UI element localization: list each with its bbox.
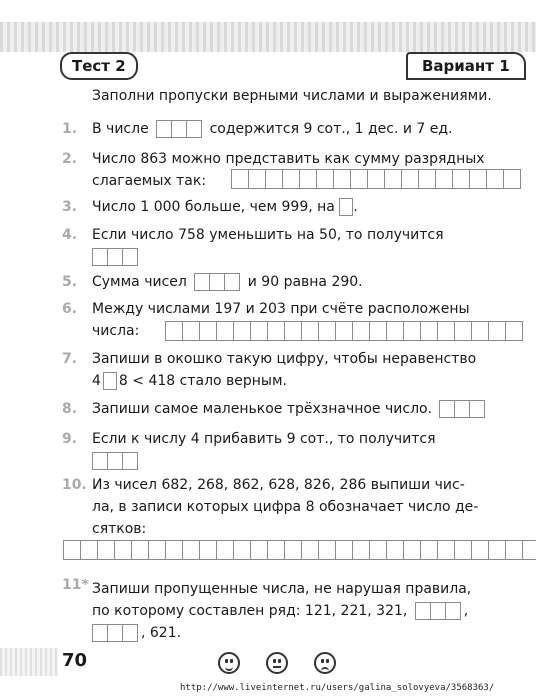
answer-box[interactable]: [156, 120, 202, 138]
smiley-neutral-icon[interactable]: [266, 652, 288, 674]
task-text: Если к числу 4 прибавить 9 сот., то получится: [92, 431, 436, 447]
task-number: 6.: [62, 301, 78, 317]
instruction: Заполни пропуски верными числами и выражениями.: [92, 88, 492, 104]
task-text: .: [353, 199, 358, 215]
task-3: [92, 196, 520, 218]
task-number: 3.: [62, 199, 78, 215]
task-text: Между числами 197 и 203 при счёте расположены: [92, 301, 470, 317]
task-text: 8 < 418 стало верным.: [118, 373, 287, 389]
self-assessment: [218, 652, 336, 674]
answer-box[interactable]: [194, 273, 240, 291]
task-text: содержится 9 сот., 1 дес. и 7 ед.: [209, 121, 453, 137]
smiley-sad-icon[interactable]: [314, 652, 336, 674]
test-label: Тест 2: [60, 52, 138, 80]
answer-box[interactable]: [64, 540, 536, 560]
task-text: слагаемых так:: [92, 173, 207, 189]
answer-box[interactable]: [415, 602, 461, 620]
task-number: 10.: [62, 477, 87, 493]
answer-box[interactable]: [92, 624, 138, 642]
task-text: Из чисел 682, 268, 862, 628, 826, 286 выпиши чис-: [92, 477, 465, 493]
task-text: по которому составлен ряд: 121, 221, 321,: [92, 603, 408, 619]
answer-box[interactable]: [92, 452, 138, 470]
task-5: [92, 271, 520, 293]
smiley-happy-icon[interactable]: [218, 652, 240, 674]
task-text: Запиши самое маленькое трёхзначное число.: [92, 401, 433, 417]
task-number: 11*: [62, 577, 89, 593]
task-text: Если число 758 уменьшить на 50, то получится: [92, 227, 444, 243]
task-text: и 90 равна 290.: [247, 274, 363, 290]
task-number: 9.: [62, 431, 78, 447]
task-text: ла, в записи которых цифра 8 обозначает число де-: [92, 499, 479, 515]
variant-label: Вариант 1: [406, 52, 526, 80]
footer-band: [0, 648, 58, 676]
task-10: [92, 474, 520, 540]
task-text: В числе: [92, 121, 149, 137]
answer-box[interactable]: [439, 400, 485, 418]
task-text: числа:: [92, 323, 140, 339]
page-number: 70: [62, 650, 88, 671]
source-url: http://www.liveinternet.ru/users/galina_solovyeva/3568363/: [180, 683, 495, 693]
answer-box[interactable]: [92, 248, 138, 266]
task-number: 7.: [62, 351, 78, 367]
header-band: [0, 22, 536, 52]
task-number: 1.: [62, 121, 78, 137]
answer-box[interactable]: [339, 198, 353, 216]
task-number: 2.: [62, 151, 78, 167]
task-9: [92, 428, 520, 472]
task-text: Запиши пропущенные числа, не нарушая правила,: [92, 581, 472, 597]
task-text: 4: [92, 373, 101, 389]
task-number: 5.: [62, 274, 78, 290]
task-4: [92, 224, 520, 268]
task-7: [92, 348, 520, 392]
task-number: 8.: [62, 401, 78, 417]
task-11: [92, 578, 520, 644]
answer-box[interactable]: [103, 372, 117, 390]
answer-box[interactable]: [166, 321, 523, 341]
answer-box[interactable]: [232, 169, 521, 189]
task-text: Число 1 000 больше, чем 999, на: [92, 199, 335, 215]
task-text: Число 863 можно представить как сумму разрядных: [92, 151, 485, 167]
task-text: Запиши в окошко такую цифру, чтобы неравенство: [92, 351, 477, 367]
task-number: 4.: [62, 227, 78, 243]
task-text: ,: [463, 603, 469, 619]
task-text: Сумма чисел: [92, 274, 187, 290]
task-1: [92, 118, 520, 140]
task-text: сятков:: [92, 521, 147, 537]
task-text: , 621.: [141, 625, 182, 641]
task-8: [92, 398, 520, 420]
